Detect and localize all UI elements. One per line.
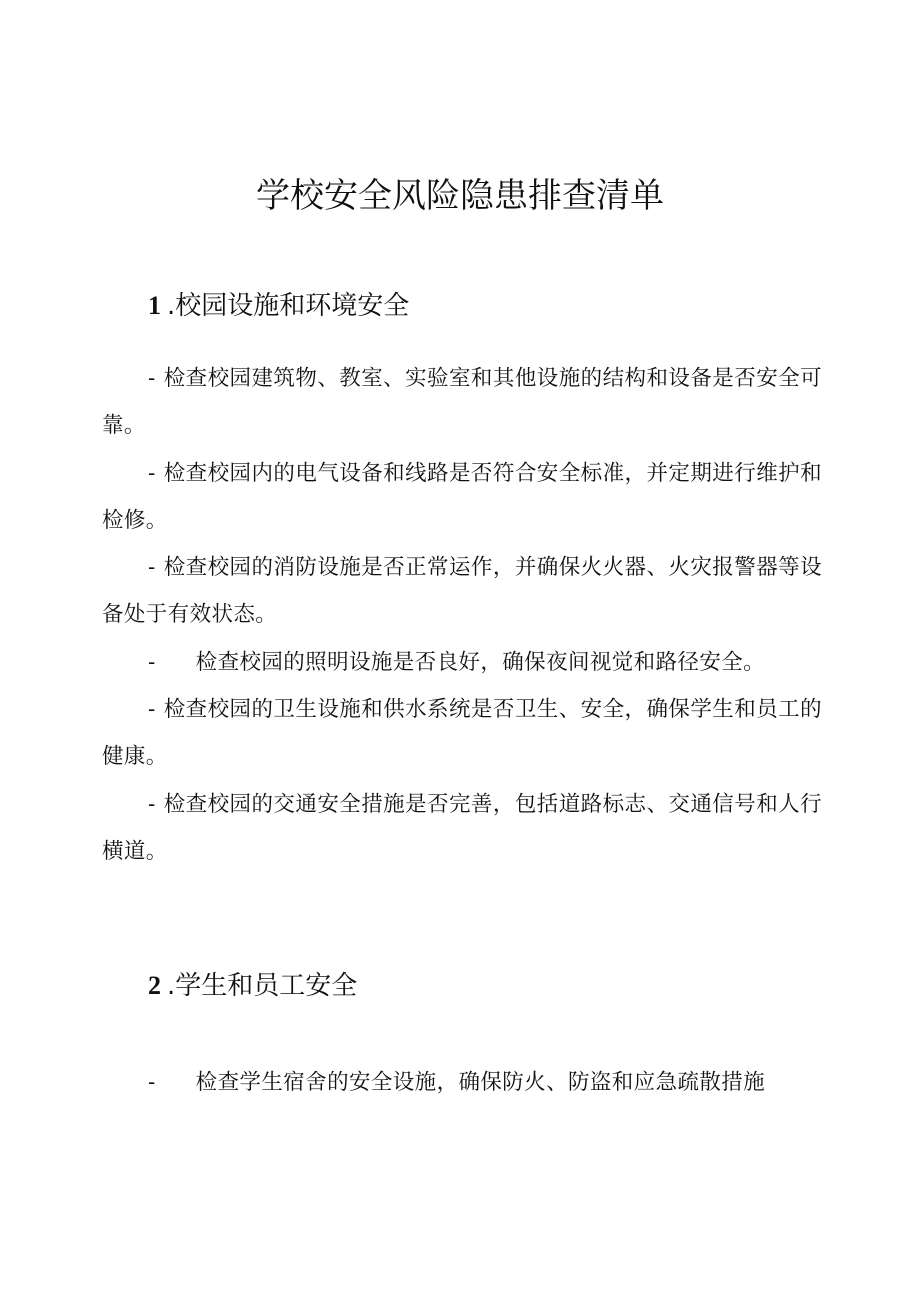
checklist-item	[102, 1059, 822, 1106]
checklist-item	[102, 639, 822, 686]
checklist-item	[102, 686, 822, 780]
document-title: 学校安全风险隐患排查清单	[256, 176, 664, 216]
checklist-item	[102, 355, 822, 449]
section-heading-2	[148, 967, 357, 1005]
item-text: 检查学生宿舍的安全设施，确保防火、防盗和应急疏散措施	[195, 1070, 766, 1095]
list-marker: -	[148, 366, 156, 391]
section-title: .学生和员工安全	[167, 971, 358, 1001]
checklist-item	[102, 544, 822, 638]
item-text: 检查校园的消防设施是否正常运作，并确保火火器、火灾报警器等设备处于有效状态。	[102, 555, 822, 627]
list-marker: -	[148, 697, 156, 722]
checklist-item	[102, 781, 822, 875]
list-marker: -	[148, 1070, 156, 1095]
list-marker: -	[148, 461, 156, 486]
item-text: 检查校园的照明设施是否良好，确保夜间视觉和路径安全。	[195, 650, 766, 675]
item-text: 检查校园的交通安全措施是否完善，包括道路标志、交通信号和人行横道。	[102, 792, 822, 864]
list-marker: -	[148, 650, 156, 675]
list-marker: -	[148, 555, 156, 580]
section-number: 1	[148, 291, 161, 320]
item-text: 检查校园建筑物、教室、实验室和其他设施的结构和设备是否安全可靠。	[102, 366, 822, 438]
item-text: 检查校园内的电气设备和线路是否符合安全标准，并定期进行维护和检修。	[102, 461, 822, 533]
section-heading-1	[148, 287, 409, 325]
section-title: .校园设施和环境安全	[167, 291, 410, 321]
checklist-item	[102, 450, 822, 544]
list-marker: -	[148, 792, 156, 817]
item-text: 检查校园的卫生设施和供水系统是否卫生、安全，确保学生和员工的健康。	[102, 697, 822, 769]
section-number: 2	[148, 971, 161, 1000]
